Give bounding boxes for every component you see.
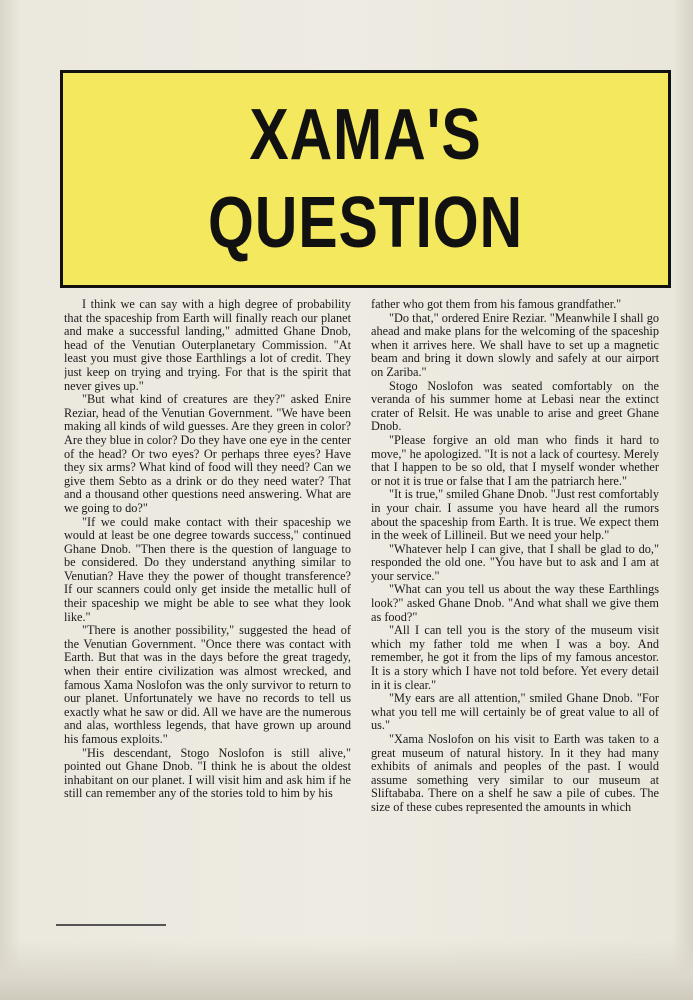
text-column-right xyxy=(371,298,659,928)
paragraph: father who got them from his famous grandfather." xyxy=(371,298,622,311)
paragraph: "Whatever help I can give, that I shall be glad to do," responded the old one. "You have but to ask and I am at your service." xyxy=(371,541,659,583)
paragraph: Stogo Noslofon was seated comfortably on the veranda of his summer home at Lebasi near the extinct crater of Relsit. He was unable to arise and greet Ghane Dnob. xyxy=(371,378,659,434)
paragraph: "It is true," smiled Ghane Dnob. "Just rest comfortably in your chair. I assume you have heard all the rumors about the spaceship from Earth. It is true. We expect them in the week of Lillineil. But we need your help." xyxy=(371,487,659,543)
paragraph: "But what kind of creatures are they?" asked Enire Reziar, head of the Venutian Government. "We have been making all kinds of wild guesses. Are they green in color? Are they blue in color? Do they have one eye in the center of the head? Or two eyes? Or perhaps three eyes? Have they six arms? What kind of food will they need? Can we give them Sebto as a drink or do they need water? That and a thousand other questions need answering. What are we going to do?" xyxy=(64,392,351,515)
paragraph: "His descendant, Stogo Noslofon is still alive," pointed out Ghane Dnob. "I think he is about the oldest inhabitant on our planet. I will visit him and ask him if he still can remember any of the stories told to him by his xyxy=(64,745,351,801)
title-banner xyxy=(60,70,671,288)
paragraph: "If we could make contact with their spaceship we would at least be one degree towards success," continued Ghane Dnob. "Then there is the question of language to be considered. Do they understand anything similar to Venutian? Have they the power of thought transference? If our scanners could only get inside the metallic hull of their spaceship we might be able to see what they look like." xyxy=(64,514,351,624)
paragraph: "Do that," ordered Enire Reziar. "Meanwhile I shall go ahead and make plans for the welcoming of the spaceship when it arrives here. We shall have to set up a magnetic beam and bring it down slowly and safely at our airport on Zariba." xyxy=(371,310,659,379)
text-column-left xyxy=(64,298,351,928)
column-end-rule xyxy=(56,924,166,926)
paragraph: "Please forgive an old man who finds it hard to move," he apologized. "It is not a lack of courtesy. Merely that I happen to be so old, that I myself wonder whether or not it is true or false that I am the patriarch here." xyxy=(371,432,659,488)
paragraph: "What can you tell us about the way these Earthlings look?" asked Ghane Dnob. "And what shall we give them as food?" xyxy=(371,582,659,624)
story-title-line-1: XAMA'S xyxy=(249,95,482,175)
page-edge-wear xyxy=(0,940,693,1000)
paragraph: "Xama Noslofon on his visit to Earth was taken to a great museum of natural history. In it they had many exhibits of animals and peoples of the past. I would assume something very similar to our museum at Sliftababa. There on a shelf he saw a pile of cubes. The size of these cubes represented the amounts in which xyxy=(371,732,659,814)
story-title-line-2: QUESTION xyxy=(208,183,523,263)
paragraph: "All I can tell you is the story of the museum visit which my father told me when I was a boy. And remember, he got it from the lips of my famous ancestor. It is a story which I have not told before. Yet every detail in it is clear." xyxy=(371,623,659,692)
paragraph: "There is another possibility," suggested the head of the Venutian Government. "Once there was contact with Earth. But that was in the days before the great tragedy, when their entire civilization was almost wrecked, and famous Xama Noslofon was the only survivor to return to our planet. Unfortunately we have no records to tell us exactly what he saw or did. All we have are the numerous and alas, worthless legends, that have grown up around his famous exploits." xyxy=(64,623,351,746)
paragraph: I think we can say with a high degree of probability that the spaceship from Earth will finally reach our planet and make a successful landing," admitted Ghane Dnob, head of the Venutian Outerplanetary Commission. "At least you must give those Earthlings a lot of credit. They just keep on trying and trying. For that is the spirit that never gives up." xyxy=(64,298,351,393)
paragraph: "My ears are all attention," smiled Ghane Dnob. "For what you tell me will certainly be of great value to all of us." xyxy=(371,691,659,733)
